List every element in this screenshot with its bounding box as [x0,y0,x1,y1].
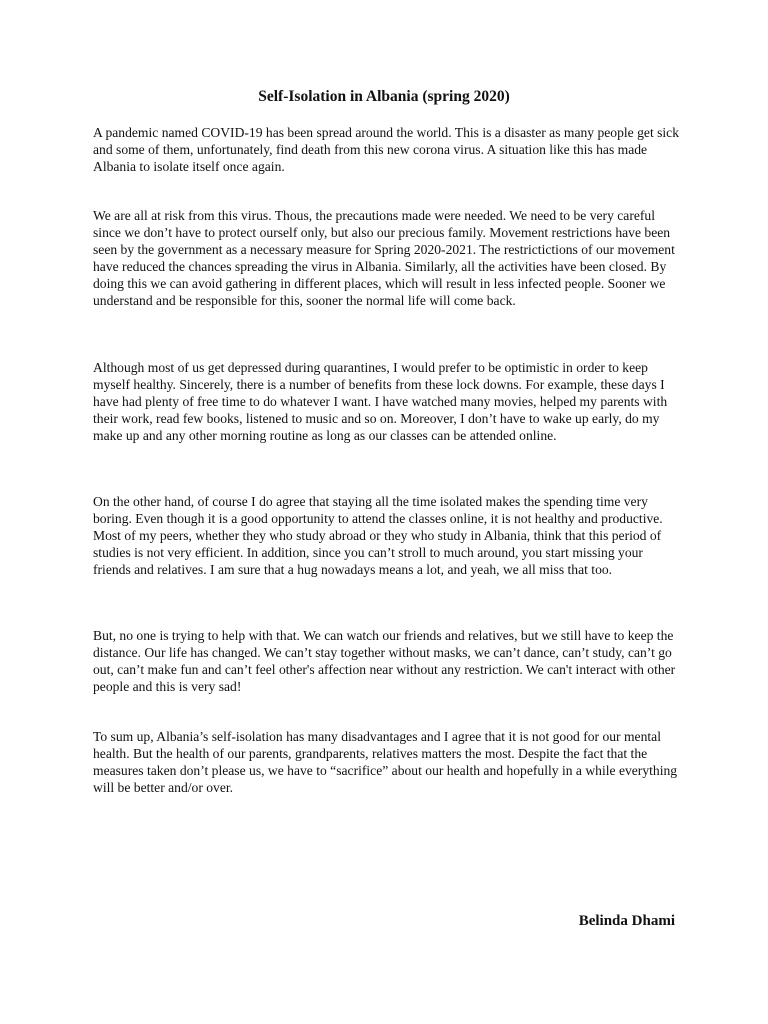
paragraph-conclusion: To sum up, Albania’s self-isolation has many disadvantages and I agree that it is not good for our mental health. But the health of our parents, grandparents, relatives matters the most. Despite the fact that the measures taken don’t please us, we have to “sacrifice” about our health and hopefully in a while everything will be better and/or over. [93,729,678,795]
paragraph-precautions: We are all at risk from this virus. Thous, the precautions made were needed. We need to be very careful since we don’t have to protect ourself only, but also our precious family. Movement restrictions have been seen by the government as a necessary measure for Spring 2020-2021. The restrictictions of our movement have reduced the chances spreading the virus in Albania. Similarly, all the activities have been closed. By doing this we can avoid gathering in different places, which will result in less infected people. Sooner we understand and be responsible for this, sooner the normal life will come back. [93,208,675,308]
paragraph-benefits: Although most of us get depressed during quarantines, I would prefer to be optimistic in order to keep myself healthy. Sincerely, there is a number of benefits from these lock downs. For example, these days I have had plenty of free time to do whatever I want. I have watched many movies, helped my parents with their work, read few books, listened to music and so on. Moreover, I don’t have to wake up early, do my make up and any other morning routine as long as our classes can be attended online. [93,360,668,443]
paragraph-drawbacks: On the other hand, of course I do agree that staying all the time isolated makes the spending time very boring. Even though it is a good opportunity to attend the classes online, it is not healthy and productive. Most of my peers, whether they who study abroad or they who study in Albania, think that this period of studies is not very efficient. In addition, since you can’t stroll to much around, you start missing your friends and relatives. I am sure that a hug nowadays means a lot, and yeah, we all miss that too. [93,494,663,577]
author-signature: Belinda Dhami [578,913,675,929]
document-title: Self-Isolation in Albania (spring 2020) [258,88,510,105]
paragraph-introduction: A pandemic named COVID-19 has been spread around the world. This is a disaster as many people get sick and some of them, unfortunately, find death from this new corona virus. A situation like this has made Albania to isolate itself once again. [93,125,680,174]
paragraph-distance: But, no one is trying to help with that. We can watch our friends and relatives, but we still have to keep the distance. Our life has changed. We can’t stay together without masks, we can’t dance, can’t study, can’t go out, can’t make fun and can’t feel other's affection near without any restriction. We can't interact with other people and this is very sad! [93,628,676,694]
